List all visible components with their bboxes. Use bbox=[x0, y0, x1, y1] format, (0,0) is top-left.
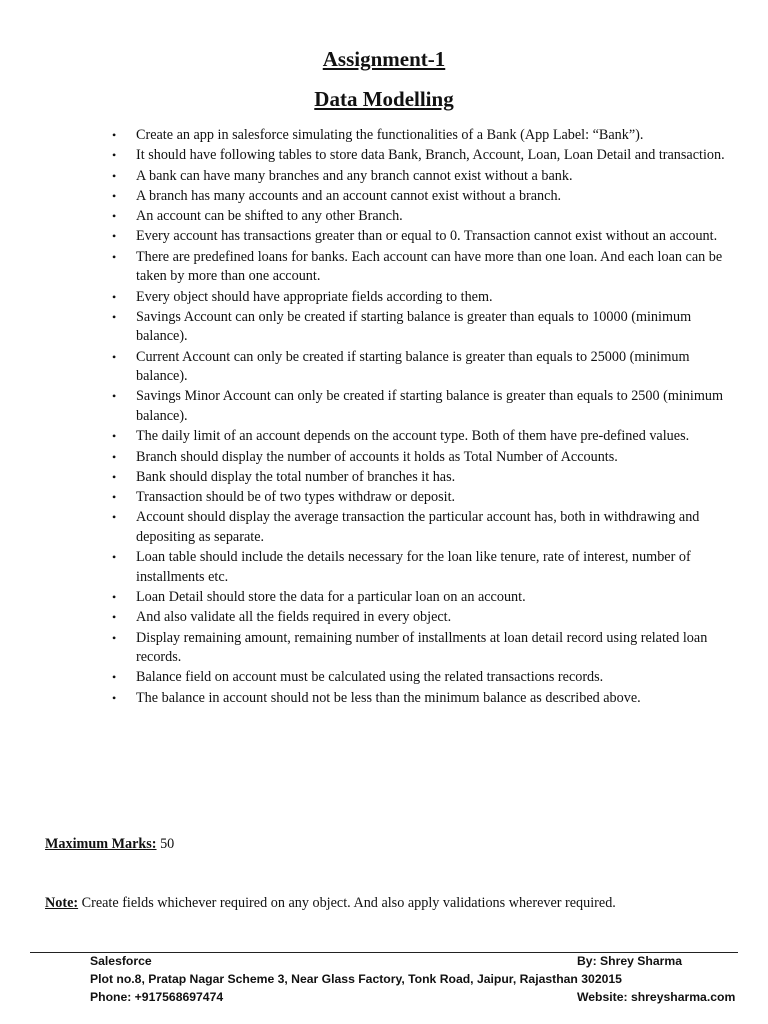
list-item-text: Create an app in salesforce simulating the functionalities of a Bank (App Label: “Bank”). bbox=[136, 127, 644, 143]
list-item-text: Account should display the average transaction the particular account has, both in withdrawing and depositing as separate. bbox=[136, 509, 700, 545]
list-item-text: Balance field on account must be calculated using the related transactions records. bbox=[136, 669, 604, 686]
bullet-icon: • bbox=[112, 670, 117, 685]
bullet-icon: • bbox=[112, 469, 117, 484]
list-item-text: The daily limit of an account depends on the account type. Both of them have pre-defined values. bbox=[136, 428, 690, 445]
page-title: Assignment-1 bbox=[322, 47, 446, 71]
list-item bbox=[106, 427, 726, 447]
list-item-text: Loan Detail should store the data for a particular loan on an account. bbox=[136, 589, 526, 606]
bullet-icon: • bbox=[112, 289, 117, 304]
bullet-icon: • bbox=[112, 630, 117, 645]
bullet-icon: • bbox=[112, 148, 117, 163]
list-item bbox=[106, 227, 726, 247]
list-item bbox=[106, 126, 726, 146]
bullet-icon: • bbox=[112, 128, 117, 142]
list-item bbox=[106, 348, 726, 387]
list-item bbox=[106, 448, 726, 468]
list-item bbox=[106, 508, 726, 547]
marks-value: 50 bbox=[160, 836, 175, 852]
list-item-text: It should have following tables to store data Bank, Branch, Account, Loan, Loan Detail and transaction. bbox=[136, 147, 725, 164]
list-item-text: Loan table should include the details necessary for the loan like tenure, rate of interest, number of installments etc. bbox=[136, 549, 691, 585]
note-label: Note: bbox=[45, 895, 79, 911]
list-item bbox=[106, 308, 726, 347]
list-item-text: An account can be shifted to any other Branch. bbox=[136, 208, 403, 225]
footer-author: By: Shrey Sharma bbox=[577, 954, 682, 968]
bullet-icon: • bbox=[112, 309, 117, 324]
bullet-icon: • bbox=[112, 349, 117, 364]
footer-address: Plot no.8, Pratap Nagar Scheme 3, Near Glass Factory, Tonk Road, Jaipur, Rajasthan 302015 bbox=[90, 972, 622, 986]
list-item-text: Branch should display the number of accounts it holds as Total Number of Accounts. bbox=[136, 448, 618, 465]
list-item-text: A branch has many accounts and an account cannot exist without a branch. bbox=[136, 187, 562, 204]
list-item bbox=[106, 629, 726, 668]
list-item bbox=[106, 167, 726, 187]
footer-website: Website: shreysharma.com bbox=[577, 990, 736, 1004]
list-item-text: Current Account can only be created if starting balance is greater than equals to 25000 (minimum balance). bbox=[136, 348, 690, 385]
maximum-marks bbox=[45, 836, 174, 853]
list-item bbox=[106, 488, 726, 508]
list-item-text: Bank should display the total number of branches it has. bbox=[136, 468, 456, 485]
list-item bbox=[106, 608, 726, 628]
list-item-text: Display remaining amount, remaining number of installments at loan detail record using related loan records. bbox=[136, 629, 708, 666]
marks-label: Maximum Marks: bbox=[45, 836, 157, 852]
list-item-text: Savings Account can only be created if starting balance is greater than equals to 10000 (minimum balance). bbox=[136, 308, 692, 345]
list-item-text: Every object should have appropriate fields according to them. bbox=[136, 288, 493, 305]
bullet-icon: • bbox=[112, 229, 117, 244]
footer-phone: Phone: +917568697474 bbox=[90, 990, 224, 1004]
list-item-text: Savings Minor Account can only be created if starting balance is greater than equals to 2500 (minimum balance). bbox=[136, 388, 724, 424]
bullet-icon: • bbox=[112, 429, 117, 444]
bullet-icon: • bbox=[112, 389, 117, 404]
requirements-list bbox=[106, 126, 726, 709]
bullet-icon: • bbox=[112, 510, 117, 525]
list-item bbox=[106, 187, 726, 207]
list-item bbox=[106, 248, 726, 287]
bullet-icon: • bbox=[112, 610, 117, 625]
bullet-icon: • bbox=[112, 690, 117, 705]
list-item-text: And also validate all the fields required in every object. bbox=[136, 609, 452, 626]
list-item bbox=[106, 288, 726, 308]
bullet-icon: • bbox=[112, 209, 117, 224]
list-item-text: A bank can have many branches and any branch cannot exist without a bank. bbox=[136, 167, 573, 184]
bullet-icon: • bbox=[112, 449, 117, 464]
list-item bbox=[106, 387, 726, 426]
bullet-icon: • bbox=[112, 550, 117, 565]
footer-company: Salesforce bbox=[90, 954, 152, 968]
list-item bbox=[106, 468, 726, 488]
bullet-icon: • bbox=[112, 168, 117, 183]
list-item bbox=[106, 146, 726, 166]
note-text: Create fields whichever required on any object. And also apply validations wherever required. bbox=[81, 895, 616, 911]
page-subtitle: Data Modelling bbox=[314, 87, 454, 111]
list-item bbox=[106, 689, 726, 709]
list-item-text: There are predefined loans for banks. Each account can have more than one loan. And each loan can be taken by more than one account. bbox=[136, 248, 723, 285]
list-item-text: Every account has transactions greater than or equal to 0. Transaction cannot exist without an account. bbox=[136, 228, 718, 245]
bullet-icon: • bbox=[112, 249, 117, 264]
list-item bbox=[106, 668, 726, 688]
list-item-text: Transaction should be of two types withdraw or deposit. bbox=[136, 489, 456, 506]
bullet-icon: • bbox=[112, 490, 117, 505]
list-item bbox=[106, 548, 726, 587]
note bbox=[45, 895, 616, 912]
list-item-text: The balance in account should not be less than the minimum balance as described above. bbox=[136, 689, 641, 706]
list-item bbox=[106, 588, 726, 608]
bullet-icon: • bbox=[112, 188, 117, 203]
list-item bbox=[106, 207, 726, 227]
bullet-icon: • bbox=[112, 590, 117, 605]
